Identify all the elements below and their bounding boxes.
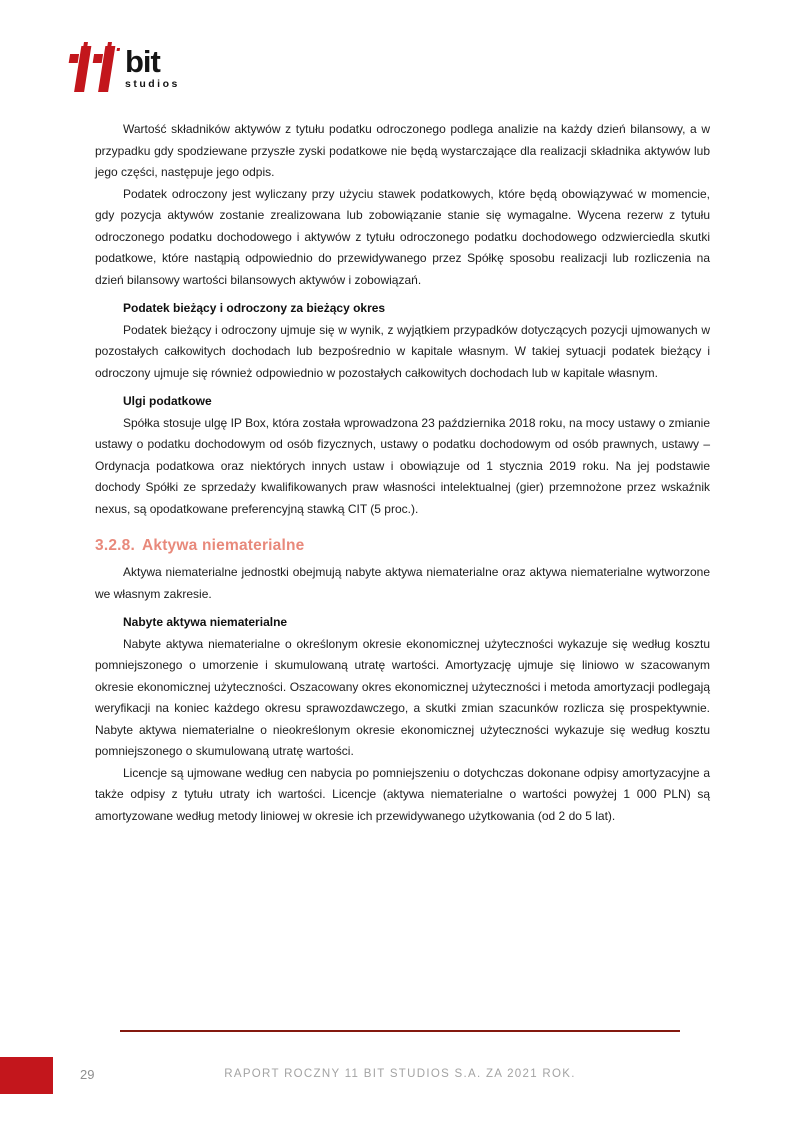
section-heading-3-2-8 [95,536,710,556]
company-logo [62,42,180,98]
paragraph-deferred-tax-assets: Wartość składników aktywów z tytułu podatku odroczonego podlega analizie na każdy dzień bilansowy, a w przypadku gdy spodziewane przyszłe zyski podatkowe nie będą wystarczające dla realizacji składnika aktywów lub jego części, następuje jego odpis. [95,122,710,179]
paragraph-intangible-assets-intro: Aktywa niematerialne jednostki obejmują nabyte aktywa niematerialne oraz aktywa niematerialne wytworzone we własnym zakresie. [95,565,710,601]
logo-studios-text: studios [125,77,180,90]
footer-report-title: RAPORT ROCZNY 11 BIT STUDIOS S.A. ZA 2021 ROK. [224,1068,576,1080]
subheading-acquired-intangibles: Nabyte aktywa niematerialne [123,615,288,629]
logo-bit-text: bit [125,44,160,79]
paragraph-licenses: Licencje są ujmowane według cen nabycia po pomniejszeniu o dotychczas dokonane odpisy amortyzacyjne a także odpisy z tytułu utraty ich wartości. Licencje (aktywa niematerialne o wartości powyżej 1 000 PLN) są amortyzowane według metody liniowej w okresie ich przewidywanego użytkowania (od 2 do 5 lat). [95,765,710,823]
footer-divider [120,1030,680,1032]
pixel-11-icon [62,42,120,98]
subheading-tax-reliefs: Ulgi podatkowe [123,394,212,408]
paragraph-current-deferred-tax: Podatek bieżący i odroczony ujmuje się w wynik, z wyjątkiem przypadków dotyczących pozycji ujmowanych w pozostałych całkowitych dochodach lub bezpośrednio w kapitale własnym. W takiej sytuacji podatek bieżący i odroczony ujmuje się również odpowiednio w pozostałych całkowitych dochodach lub w kapitale własnym. [95,322,710,380]
subheading-current-deferred-tax: Podatek bieżący i odroczony za bieżący okres [123,301,386,315]
document-body [95,119,710,827]
logo-wordmark [125,42,180,89]
section-number: 3.2.8. [95,537,135,554]
page-number: 29 [80,1067,95,1082]
paragraph-ip-box: Spółka stosuje ulgę IP Box, która została wprowadzona 23 października 2018 roku, na mocy ustawy o zmianie ustawy o podatku dochodowym od osób fizycznych, ustawy o podatku dochodowym od osób prawnych, ustawy – Ordynacja podatkowa oraz niektórych innych ustaw i obowiązuje od 1 stycznia 2019 roku. Na jej podstawie dochody Spółki ze sprzedaży kwalifikowanych praw własności intelektualnej (gier) przemnożone przez wskaźnik nexus, są opodatkowane preferencyjną stawką CIT (5 proc.). [95,415,710,516]
section-title: Aktywa niematerialne [141,537,305,554]
paragraph-deferred-tax-rates: Podatek odroczony jest wyliczany przy użyciu stawek podatkowych, które będą obowiązywać w momencie, gdy pozycja aktywów zostanie zrealizowana lub zobowiązanie stanie się wymagalne. Wycena rezerw z tytułu odroczonego podatku dochodowego i aktywów z tytułu odroczonego podatku dochodowego odzwierciedla skutki podatkowe, które nastąpią odpowiednio do przewidywanego przez Spółkę sposobu realizacji lub rozliczenia na dzień bilansowy wartości bilansowych aktywów i zobowiązań. [95,186,710,287]
paragraph-acquired-intangibles: Nabyte aktywa niematerialne o określonym okresie ekonomicznej użyteczności wykazuje się według kosztu pomniejszonego o umorzenie i skumulowaną utratę wartości. Amortyzację ujmuje się liniowo w szacowanym okresie ekonomicznej użyteczności. Oszacowany okres ekonomicznej użyteczności i metoda amortyzacji podlegają weryfikacji na koniec każdego okresu sprawozdawczego, a skutki zmian szacunków rozlicza się prospektywnie. Nabyte aktywa niematerialne o nieokreślonym okresie ekonomicznej użyteczności wykazuje się według kosztu pomniejszonego o skumulowaną utratę wartości. [95,636,710,758]
